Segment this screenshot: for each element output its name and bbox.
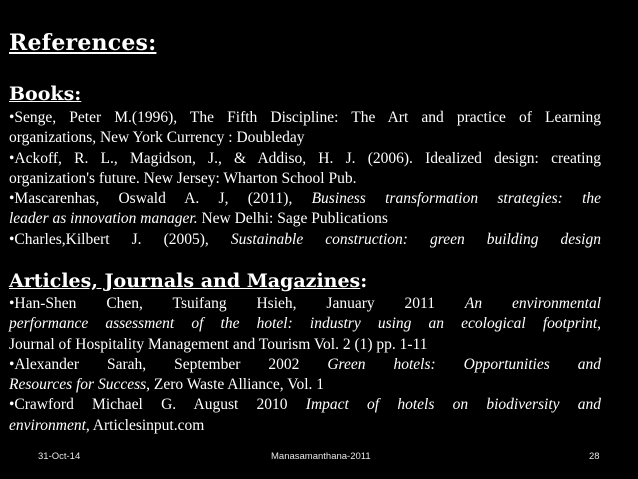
articles-line-7-text: , Articlesinput.com	[85, 416, 205, 434]
articles-heading	[9, 270, 367, 292]
articles-line-6-text: •Crawford Michael G. August 2010	[9, 396, 306, 414]
books-line-7-text: •Charles,Kilbert J. (2005),	[9, 230, 231, 248]
articles-heading-text: Articles, Journals and Magazines	[9, 270, 361, 292]
books-line-5-italic: Business transformation strategies: the	[311, 190, 601, 208]
articles-line-3	[9, 335, 601, 355]
books-line-6-italic: leader as innovation manager.	[9, 210, 198, 228]
books-line-3-text: •Ackoff, R. L., Magidson, J., & Addiso, H. J. (2006). Idealized design: creating	[9, 149, 601, 167]
articles-list	[9, 294, 601, 436]
articles-line-2-text: performance assessment of the hotel: industry using an ecological footprint,	[9, 315, 601, 333]
articles-line-4	[9, 355, 601, 375]
articles-line-5	[9, 375, 601, 395]
articles-line-1	[9, 294, 601, 314]
articles-line-7	[9, 416, 601, 436]
books-heading-text: Books:	[9, 83, 82, 105]
slide-title: References:	[9, 30, 157, 56]
footer-page-number: 28	[589, 451, 600, 462]
footer-center-text: Manasamanthana-2011	[271, 451, 371, 462]
articles-line-1-text: •Han-Shen Chen, Tsuifang Hsieh, January 2011	[9, 295, 465, 312]
articles-line-3-text: Journal of Hospitality Management and Tourism Vol. 2 (1) pp. 1-11	[9, 335, 428, 353]
books-line-2-text: organizations, New York Currency : Doubleday	[9, 129, 305, 147]
books-line-7	[9, 230, 601, 250]
books-line-1-text: •Senge, Peter M.(1996), The Fifth Discipline: The Art and practice of Learning	[9, 109, 601, 126]
books-line-7-italic: Sustainable construction: green building design	[230, 230, 601, 248]
books-line-2	[9, 128, 601, 148]
books-heading	[9, 83, 81, 105]
books-line-4	[9, 169, 601, 189]
articles-line-2	[9, 314, 601, 334]
articles-line-4-text: •Alexander Sarah, September 2002	[9, 355, 328, 373]
articles-heading-colon: :	[360, 270, 368, 292]
articles-line-5-italic: Resources for Success	[9, 376, 147, 394]
books-line-6	[9, 209, 601, 229]
articles-line-7-italic: environment	[9, 416, 86, 434]
books-line-5	[9, 189, 601, 209]
books-line-4-text: organization's future. New Jersey: Wharton School Pub.	[9, 169, 357, 187]
articles-line-4-italic: Green hotels: Opportunities and	[327, 355, 601, 373]
books-line-1	[9, 108, 601, 128]
articles-line-6-italic: Impact of hotels on biodiversity and	[305, 396, 601, 414]
books-list	[9, 108, 601, 250]
books-line-5-text: •Mascarenhas, Oswald A. J, (2011),	[9, 190, 312, 208]
footer-date: 31-Oct-14	[38, 451, 81, 462]
books-line-6-text: New Delhi: Sage Publications	[197, 210, 388, 228]
articles-line-1-italic: An environmental	[464, 295, 601, 312]
books-line-3	[9, 149, 601, 169]
articles-line-6	[9, 395, 601, 415]
articles-line-5-text: , Zero Waste Alliance, Vol. 1	[146, 376, 325, 394]
